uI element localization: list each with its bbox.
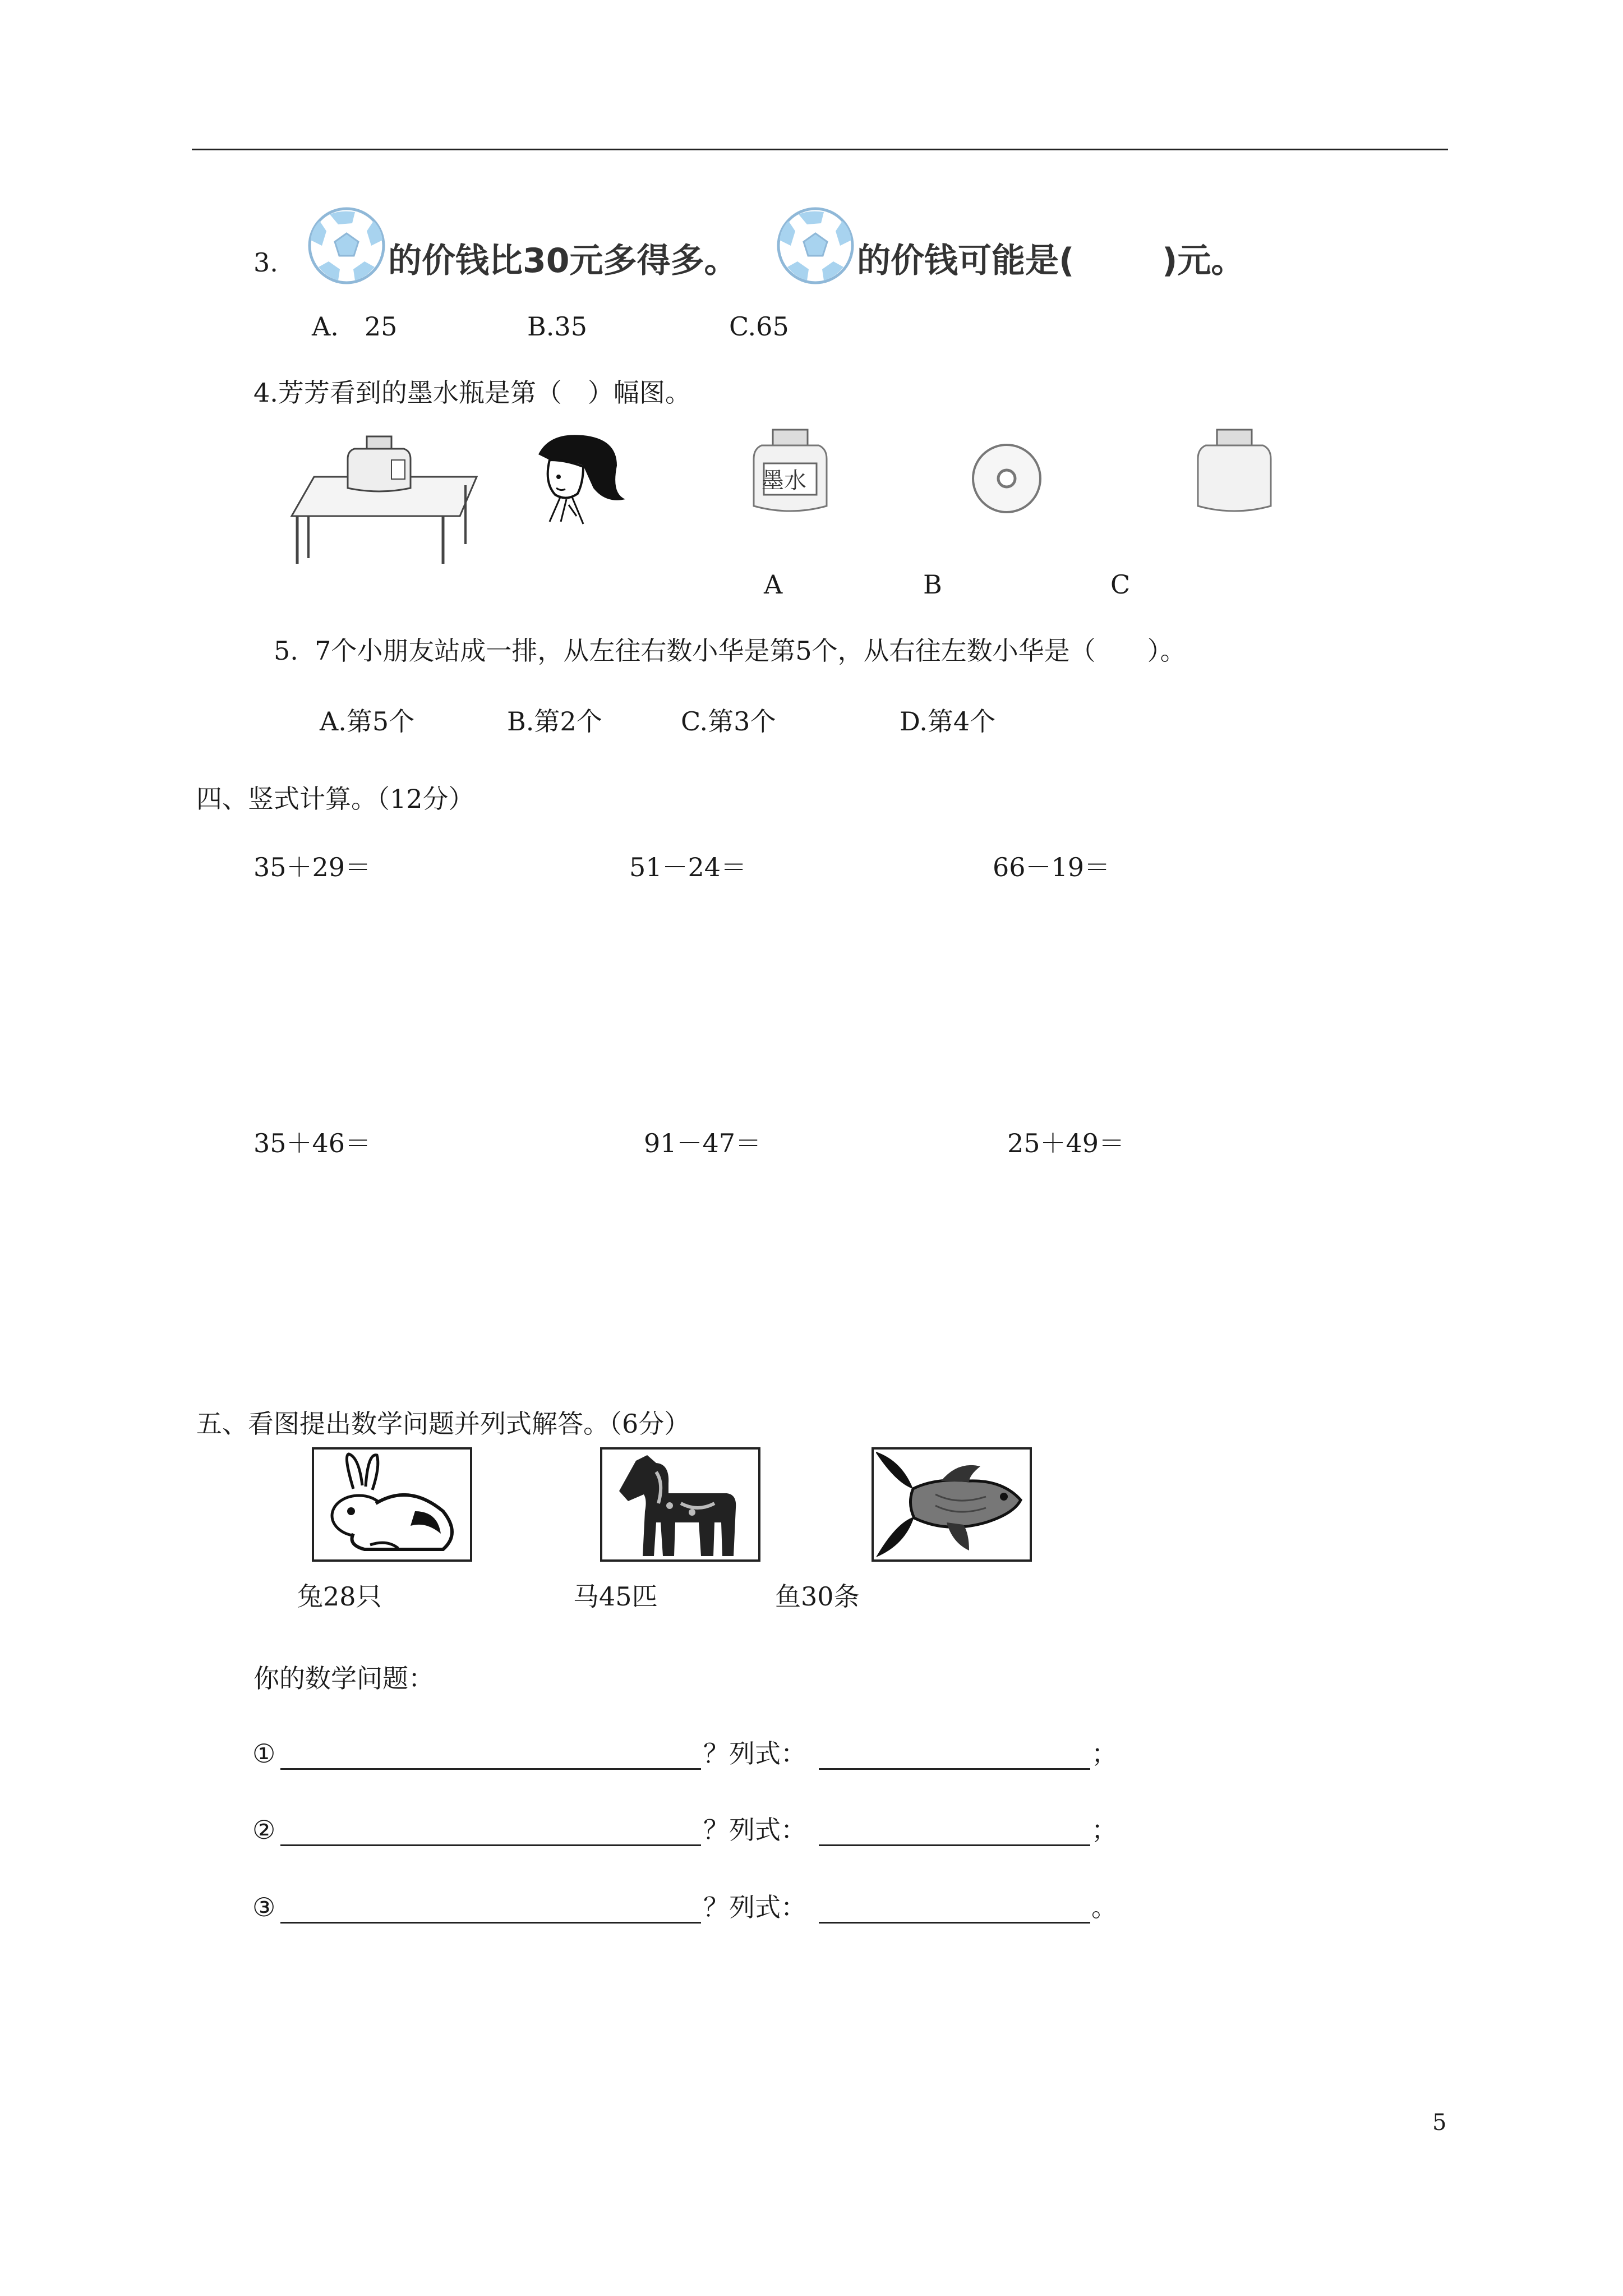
question-blank[interactable]: [280, 1922, 701, 1924]
q4-option-a-label: A: [764, 569, 783, 600]
item-number: ③: [252, 1892, 276, 1922]
calc-item: 91－47＝: [644, 1128, 762, 1158]
calc-item: 66－19＝: [993, 852, 1110, 882]
header-rule: [192, 149, 1448, 150]
rabbit-picture: [312, 1447, 472, 1562]
section4-title: 四、竖式计算。（12分）: [196, 784, 474, 814]
formula-blank[interactable]: [819, 1768, 1090, 1770]
math-question-prompt: 你的数学问题：: [253, 1663, 434, 1694]
item-number: ①: [252, 1738, 276, 1769]
q3-option-b: B.35: [527, 311, 587, 342]
formula-blank[interactable]: [819, 1844, 1090, 1846]
q5-option-a: A.第5个: [320, 706, 415, 737]
football-icon: [776, 206, 855, 285]
horse-picture: [600, 1447, 760, 1562]
q3-option-c: C.65: [729, 311, 789, 342]
section5-title: 五、看图提出数学问题并列式解答。（6分）: [196, 1409, 690, 1439]
girl-looking-icon: [527, 432, 639, 527]
q5-option-c: C.第3个: [681, 706, 776, 737]
ink-bottle-top-view-icon: [970, 442, 1043, 515]
item-end-punct: ；: [1091, 1815, 1117, 1845]
q5-text: 5. 7个小朋友站成一排，从左往右数小华是第5个，从右往左数小华是（ ）。: [274, 636, 1186, 666]
q3-text-part1: 的价钱比30元多得多。: [388, 241, 738, 280]
item-formula-label: ？列式：: [703, 1738, 806, 1769]
q3-option-a: A. 25: [312, 311, 398, 342]
q3-text-part3: )元。: [1162, 241, 1245, 280]
calc-item: 51－24＝: [629, 852, 747, 882]
question-blank[interactable]: [280, 1768, 701, 1770]
q3-text-part2: 的价钱可能是(: [857, 241, 1075, 280]
question-blank[interactable]: [280, 1844, 701, 1846]
q3-number: 3.: [253, 247, 278, 278]
item-end-punct: ；: [1091, 1738, 1117, 1769]
q4-option-c-label: C: [1110, 569, 1131, 600]
football-icon: [307, 206, 386, 285]
horse-icon: [602, 1450, 758, 1559]
fish-icon: [874, 1450, 1030, 1559]
caption-fish: 鱼30条: [775, 1581, 860, 1612]
q4-text: 4.芳芳看到的墨水瓶是第（ ）幅图。: [253, 378, 691, 408]
q4-option-b-label: B: [923, 569, 942, 600]
calc-item: 35＋29＝: [253, 852, 371, 882]
ink-bottle-label: 墨水: [762, 468, 806, 494]
calc-item: 35＋46＝: [253, 1128, 371, 1158]
fish-picture: [872, 1447, 1032, 1562]
item-end-punct: 。: [1091, 1892, 1117, 1922]
q5-option-b: B.第2个: [507, 706, 602, 737]
table-with-bottle-image: [292, 432, 482, 567]
calc-item: 25＋49＝: [1007, 1128, 1125, 1158]
page-number: 5: [1432, 2110, 1447, 2136]
ink-bottle-back-icon: [1192, 427, 1276, 517]
q5-option-d: D.第4个: [900, 706, 996, 737]
caption-rabbit: 兔28只: [297, 1581, 382, 1612]
item-formula-label: ？列式：: [703, 1815, 806, 1845]
formula-blank[interactable]: [819, 1922, 1090, 1924]
item-number: ②: [252, 1815, 276, 1845]
rabbit-icon: [314, 1450, 470, 1559]
item-formula-label: ？列式：: [703, 1892, 806, 1922]
caption-horse: 马45匹: [573, 1581, 658, 1612]
